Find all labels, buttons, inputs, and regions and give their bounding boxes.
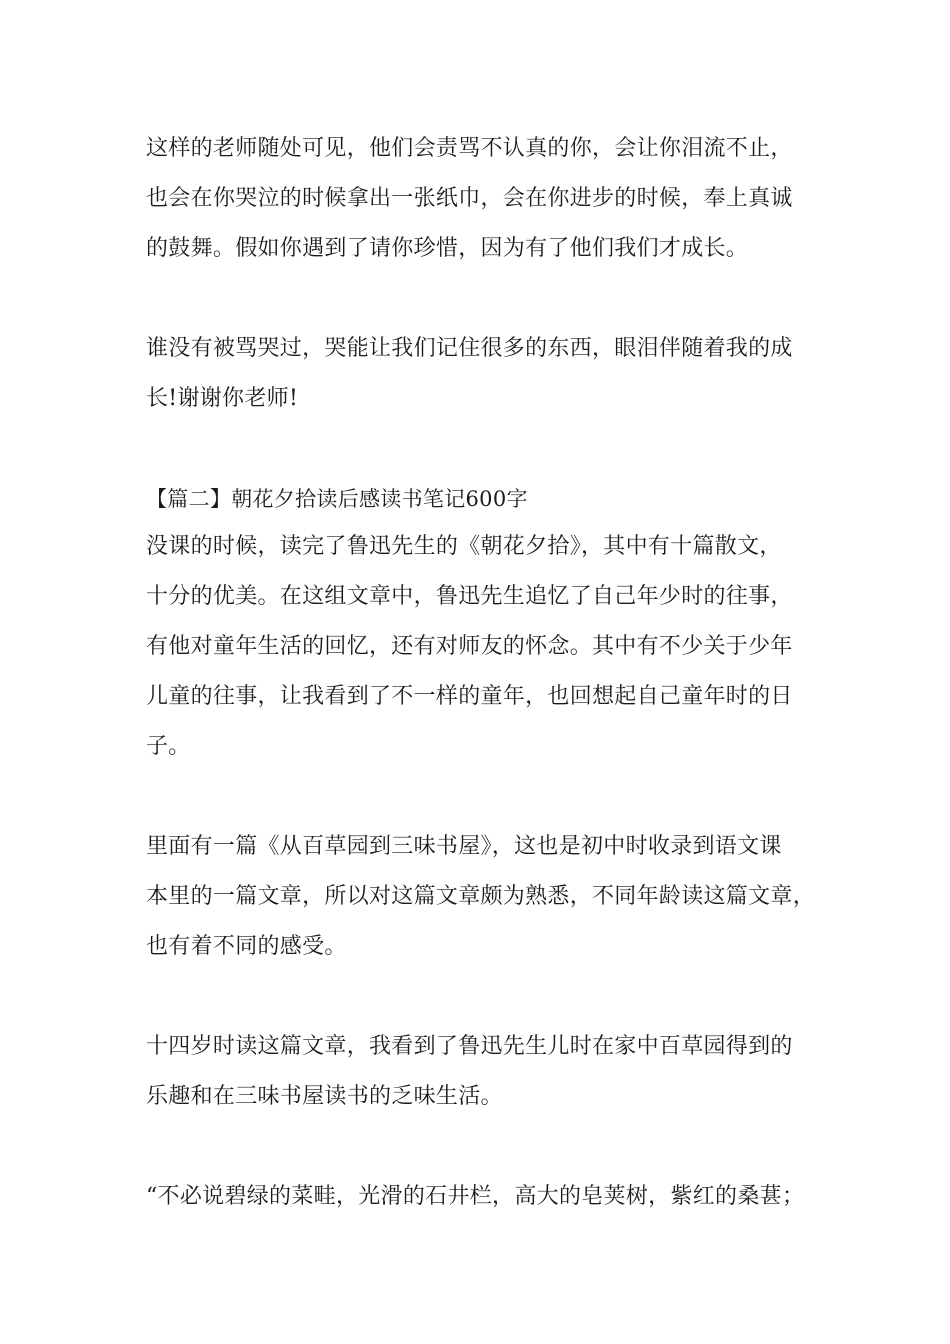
paragraph-3-line-1: 没课的时候，读完了鲁迅先生的《朝花夕拾》，其中有十篇散文， (146, 534, 782, 559)
paragraph-3-line-4: 儿童的往事，让我看到了不一样的童年，也回想起自己童年时的日 (146, 684, 793, 709)
paragraph-4-line-1: 里面有一篇《从百草园到三味书屋》，这也是初中时收录到语文课 (146, 834, 782, 859)
paragraph-2-line-2: 长!谢谢你老师! (146, 386, 299, 411)
paragraph-1-line-1: 这样的老师随处可见，他们会责骂不认真的你，会让你泪流不止， (146, 136, 793, 161)
paragraph-5-line-2: 乐趣和在三味书屋读书的乏味生活。 (146, 1084, 503, 1109)
paragraph-5-line-1: 十四岁时读这篇文章，我看到了鲁迅先生儿时在家中百草园得到的 (146, 1034, 793, 1059)
paragraph-1-line-3: 的鼓舞。假如你遇到了请你珍惜，因为有了他们我们才成长。 (146, 236, 749, 261)
paragraph-4-line-2: 本里的一篇文章，所以对这篇文章颇为熟悉，不同年龄读这篇文章， (146, 884, 816, 909)
paragraph-6-line-1: “不必说碧绿的菜畦，光滑的石井栏，高大的皂荚树，紫红的桑葚； (146, 1184, 805, 1209)
section-heading: 【篇二】朝花夕拾读后感读书笔记600字 (146, 487, 528, 511)
paragraph-3-line-5: 子。 (146, 734, 191, 759)
paragraph-3-line-3: 有他对童年生活的回忆，还有对师友的怀念。其中有不少关于少年 (146, 634, 793, 659)
paragraph-3-line-2: 十分的优美。在这组文章中，鲁迅先生追忆了自己年少时的往事， (146, 584, 793, 609)
paragraph-1-line-2: 也会在你哭泣的时候拿出一张纸巾，会在你进步的时候，奉上真诚 (146, 186, 793, 211)
paragraph-2-line-1: 谁没有被骂哭过，哭能让我们记住很多的东西，眼泪伴随着我的成 (146, 336, 793, 361)
paragraph-4-line-3: 也有着不同的感受。 (146, 934, 347, 959)
